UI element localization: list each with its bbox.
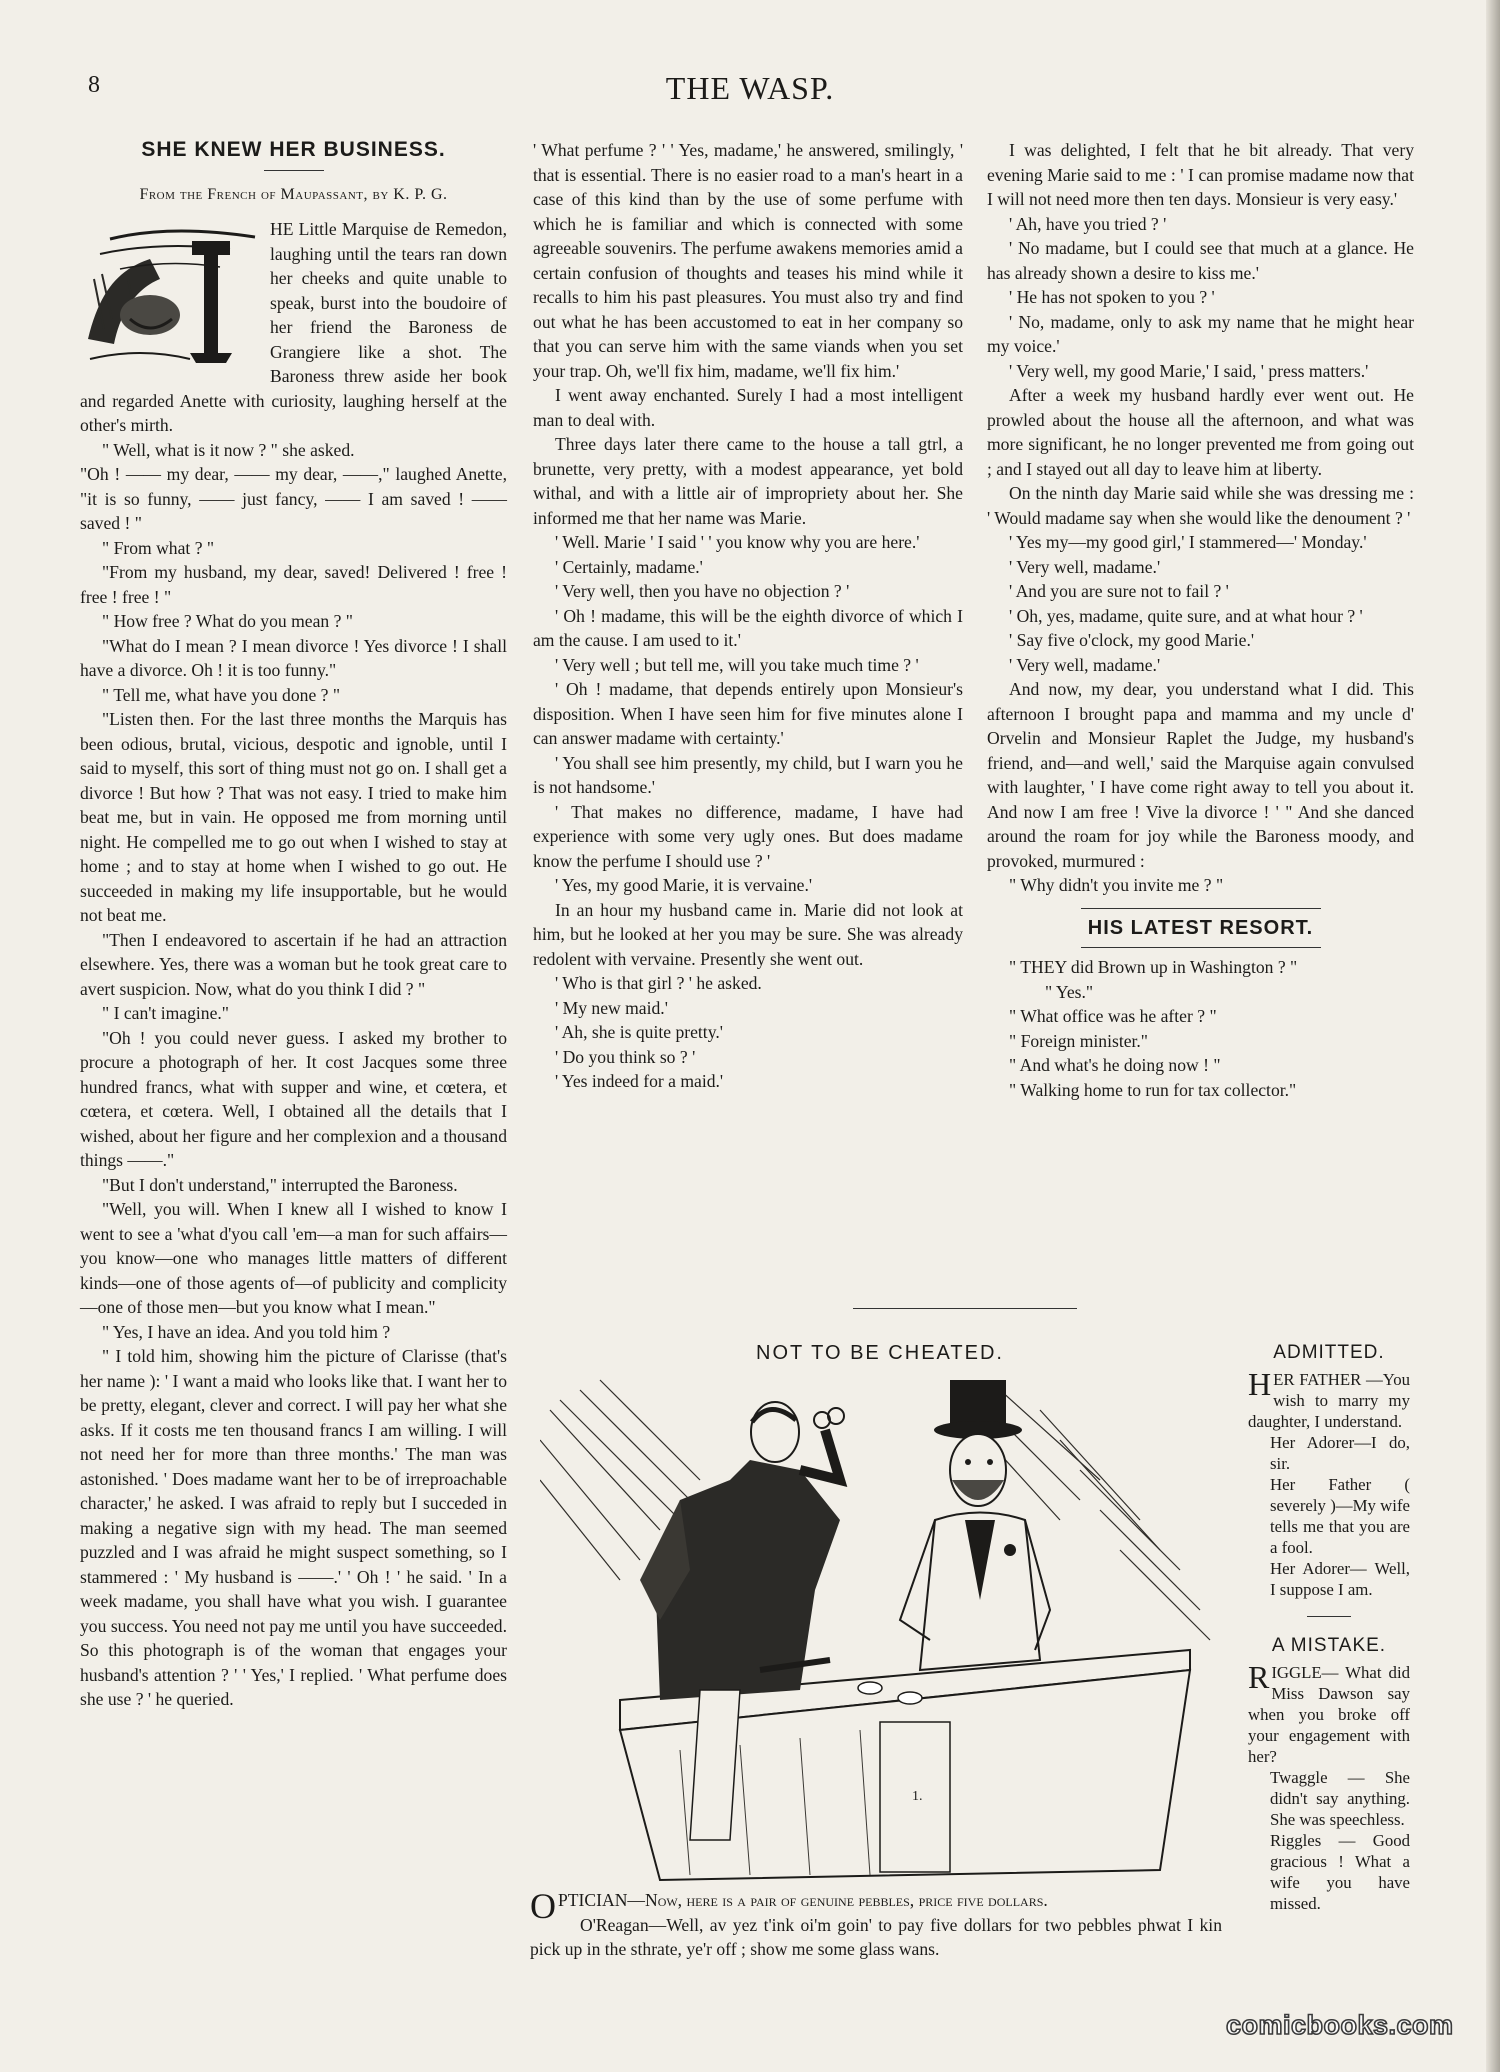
paragraph: RIGGLE— What did Miss Dawson say when you broke off your engagement with her? — [1248, 1659, 1410, 1766]
paragraph: ' Do you think so ? ' — [555, 1046, 696, 1067]
drop-cap: R — [1248, 1659, 1270, 1695]
paragraph: ' Very well, my good Marie,' I said, ' press matters.' — [1009, 360, 1369, 381]
paragraph: ' Ah, have you tried ? ' — [1009, 213, 1167, 234]
paragraph: ' Who is that girl ? ' he asked. — [555, 973, 762, 993]
paragraph: On the ninth day Marie said while she was dressing me : ' Would madame say when she would like the denoument ? ' — [987, 483, 1414, 528]
paragraph: ' Yes my—my good girl,' I stammered—' Monday.' — [1009, 532, 1367, 552]
paragraph: Twaggle — She didn't say anything. She was speechless. — [1270, 1768, 1410, 1829]
story-title: ADMITTED. — [1273, 1342, 1385, 1363]
paragraph: "From my husband, my dear, saved! Delivered ! free ! free ! free ! " — [80, 562, 507, 607]
paragraph: ' No, madame, only to ask my name that he might hear my voice.' — [987, 311, 1414, 356]
column-1 — [80, 138, 507, 1712]
paragraph: " From what ? " — [102, 537, 215, 558]
paragraph: " Well, what is it now ? " she asked. — [102, 439, 355, 460]
paragraph: ' Oh ! madame, that depends entirely upon Monsieur's disposition. When I have seen him for five minutes alone I can answer madame with certainty.' — [533, 679, 963, 748]
paragraph: "Then I endeavored to ascertain if he had an attraction elsewhere. Yes, there was a woman but he took great care to avert suspicion. Now, what do you think I did ? " — [80, 929, 507, 999]
caption-optician: OPTICIAN—Now, here is a pair of genuine pebbles, price five dollars. — [530, 1886, 1048, 1926]
paragraph: " I told him, showing him the picture of Clarisse (that's her name ): ' I want a maid who looks like that. I want her to be pretty, elegant, clever and correct. I will pay her what she asks. If it costs me ten thousand francs I am willing. I will not need her for more than three months.' The man was astonished. ' Does madame want her to be of irreproachable character,' he asked. I was afraid to reply but I succeded in making a negative sign with my head. The man seemed puzzled and I was afraid he might suspect something, so I stammered : ' My husband is ——.' ' Oh ! ' he said. ' In a week madame, you shall have what you wish. I guarantee you success. You need not pay me until you have succeeded. So this photograph is of the woman that engages your husband's attention ? ' ' Yes,' I replied. ' What perfume does she use ? ' he queried. — [80, 1346, 507, 1709]
paragraph: ' Oh ! madame, this will be the eighth divorce of which I am the cause. I am used to it.' — [533, 605, 963, 650]
paragraph: " I can't imagine." — [102, 1003, 229, 1023]
paragraph: After a week my husband hardly ever went out. He prowled about the house all the afternoon, and what was more significant, he no longer prevented me from going out ; and I stayed out all day to leave him at liberty. — [987, 385, 1414, 479]
paragraph: ' Yes indeed for a maid.' — [555, 1071, 724, 1091]
paragraph: ' And you are sure not to fail ? ' — [1009, 581, 1229, 601]
drop-cap-t-illustration-icon — [80, 219, 260, 367]
paragraph: "But I don't understand," interrupted the Baroness. — [102, 1174, 458, 1195]
story-opening: HE Little Marquise de Remedon, laughing until the tears ran down her cheeks and quite unable to speak, burst into the boudoire of her friend the Baroness de Grangiere like a shot. The Baroness threw aside her book and regarded Anette with curiosity, laughing herself at the other's mirth. — [80, 219, 507, 435]
paragraph: " What office was he after ? " — [1009, 1006, 1217, 1026]
paragraph: I went away enchanted. Surely I had a most intelligent man to deal with. — [533, 385, 963, 430]
paragraph: " How free ? What do you mean ? " — [102, 611, 353, 631]
section-rule — [1307, 1616, 1351, 1617]
paragraph: "What do I mean ? I mean divorce ! Yes divorce ! I shall have a divorce. Oh ! it is too funny." — [80, 635, 507, 680]
story-title: SHE KNEW HER BUSINESS. — [141, 138, 446, 161]
paragraph: Riggles — Good gracious ! What a wife you have missed. — [1270, 1831, 1410, 1913]
paragraph: "Well, you will. When I knew all I wished to know I went to see a 'what d'you call 'em—a man for such affairs—you know—one who manages little matters of different kinds—one of those agents of—of publicity and complicity—one of those men—but you know what I mean." — [80, 1199, 507, 1317]
paragraph: ' My new maid.' — [555, 997, 668, 1018]
paragraph: " THEY did Brown up in Washington ? " — [1009, 957, 1298, 977]
paragraph: Her Father ( severely )—My wife tells me that you are a fool. — [1270, 1475, 1410, 1557]
section-rule — [1081, 908, 1321, 909]
column-3 — [987, 138, 1414, 1102]
cartoon-caption — [530, 1888, 1222, 1962]
paragraph: ' Well. Marie ' I said ' ' you know why you are here.' — [555, 532, 920, 552]
title-rule — [1081, 947, 1321, 948]
paragraph: "Listen then. For the last three months the Marquis has been odious, brutal, vicious, despotic and ignoble, until I said to myself, this sort of thing must not go on. I shall get a divorce ! But how ? That was not easy. I tried to make him beat me, but in vain. He opposed me from morning until night. He compelled me to go out when I wished to stay at home ; and to stay at home when I wished to go out. He succeeded in making my life insupportable, but he would not beat me. — [80, 709, 507, 925]
paragraph: ' Oh, yes, madame, quite sure, and at what hour ? ' — [1009, 605, 1363, 626]
paragraph: ' That makes no difference, madame, I have had experience with some very ugly ones. But does madame know the perfume I should use ? ' — [533, 801, 963, 871]
paragraph: ' No madame, but I could see that much at a glance. He has already shown a desire to kiss me.' — [987, 238, 1414, 283]
paragraph: ' Very well, then you have no objection ? ' — [555, 581, 850, 601]
paragraph: " Why didn't you invite me ? " — [1009, 875, 1224, 895]
story-title: HIS LATEST RESORT. — [1087, 916, 1314, 939]
paragraph: ' Say five o'clock, my good Marie.' — [1009, 630, 1255, 650]
paragraph: ' What perfume ? ' ' Yes, madame,' he answered, smilingly, ' that is essential. There is no easier road to a man's heart in a case of this kind than by the use of some perfume with which he is familiar and which is connected with some agreeable souvenirs. The perfume awakens memories amid a certain confusion of thoughts and teases his mind while it recalls to him his past pleasures. You must also try and find out what he has been accustomed to eat in her company so that you can serve him with the same viands when you set your trap. Oh, we'll fix him, madame, we'll fix him.' — [533, 140, 963, 381]
caption-oreagan: O'Reagan—Well, av yez t'ink oi'm goin' to pay five dollars for two pebbles phwat I kin pick up in the sthrate, ye'r off ; show me some glass wans. — [530, 1914, 1222, 1959]
cartoon-illustration — [540, 1370, 1220, 1890]
illustrated-drop-cap — [80, 219, 260, 367]
paragraph: " Walking home to run for tax collector." — [1009, 1079, 1297, 1100]
masthead: THE WASP. — [665, 70, 835, 106]
story-byline: From the French of Maupassant, by K. P. G. — [139, 185, 448, 203]
drop-cap: H — [1248, 1366, 1272, 1402]
sidebar-jokes — [1248, 1342, 1410, 1914]
paragraph: ' Very well ; but tell me, will you take much time ? ' — [555, 654, 919, 675]
paragraph: Her Adorer—I do, sir. — [1270, 1433, 1410, 1473]
page-number: 8 — [88, 72, 100, 98]
paragraph: ' Certainly, madame.' — [555, 556, 703, 577]
title-rule — [264, 170, 324, 171]
paragraph: ' Very well, madame.' — [1009, 556, 1161, 577]
customer-figure-icon — [900, 1380, 1050, 1670]
column-2 — [533, 138, 963, 1094]
paragraph: " Foreign minister." — [1009, 1030, 1148, 1051]
story-title: A MISTAKE. — [1271, 1635, 1387, 1656]
paragraph: " Yes, I have an idea. And you told him ? — [102, 1321, 391, 1342]
section-separator — [853, 1308, 1077, 1309]
caption-drop-cap: O — [530, 1886, 556, 1926]
paragraph: And now, my dear, you understand what I did. This afternoon I brought papa and mamma and my uncle d' Orvelin and Monsieur Raplet the Judge, my husband's friend, and—and well,' said the Marquise again convulsed with laughter, ' I have come right away to tell you about it. And now I am free ! Vive la divorce ! ' " And she danced around the roam for joy while the Baroness moody, and provoked, murmured : — [987, 679, 1414, 871]
paragraph: ' Ah, she is quite pretty.' — [555, 1022, 723, 1042]
paragraph: "Oh ! you could never guess. I asked my brother to procure a photograph of her. It cost Jacques some three hundred francs, what with supper and wine, et cœtera, et cœtera, et cœtera. Well, I obtained all the details that I wished, about her figure and her complexion and a thousand things ——." — [80, 1027, 507, 1170]
watermark: comicbooks.com — [1226, 2010, 1454, 2040]
paragraph: "Oh ! —— my dear, —— my dear, ——," laughed Anette, "it is so funny, —— just fancy, —— I am saved ! —— saved ! " — [80, 464, 507, 533]
paragraph: ' Yes, my good Marie, it is vervaine.' — [555, 875, 813, 895]
paragraph: Three days later there came to the house a tall gtrl, a brunette, very pretty, with a modest appearance, yet bold withal, and with a little air of impropriety about her. She informed me that her name was Marie. — [533, 434, 963, 528]
cartoon-title: NOT TO BE CHEATED. — [756, 1342, 1004, 1364]
paragraph: I was delighted, I felt that he bit already. That very evening Marie said to me : ' I can promise madame now that I will not need more then ten days. Monsieur is very easy.' — [987, 140, 1414, 209]
page-edge-shadow — [1486, 0, 1500, 2072]
optician-cartoon-icon — [540, 1370, 1220, 1890]
paragraph: " Yes." — [1045, 981, 1094, 1002]
counter-sign: 1. — [912, 1789, 923, 1804]
paragraph: Her Adorer— Well, I suppose I am. — [1270, 1559, 1410, 1599]
paragraph: " And what's he doing now ! " — [1009, 1055, 1221, 1075]
paragraph: In an hour my husband came in. Marie did not look at him, but he looked at her you may be sure. She was already redolent with vervaine. Presently she went out. — [533, 899, 963, 969]
paragraph: HER FATHER —You wish to marry my daughter, I understand. — [1248, 1366, 1410, 1431]
paragraph: ' Very well, madame.' — [1009, 654, 1161, 675]
paragraph: ' He has not spoken to you ? ' — [1009, 287, 1215, 307]
paragraph: ' You shall see him presently, my child, but I warn you he is not handsome.' — [533, 752, 963, 797]
paragraph: " Tell me, what have you done ? " — [102, 684, 341, 705]
